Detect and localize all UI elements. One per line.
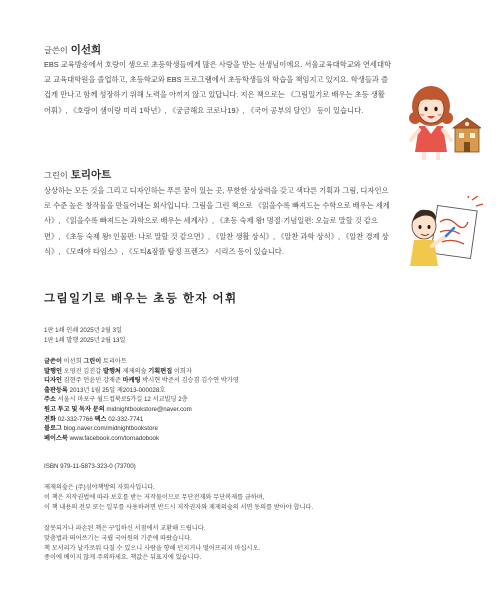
credits-block [44,357,239,443]
illustrator-bio: 상상하는 모든 것을 그리고 디자인하는 푸른 꿈이 있는 곳, 무한한 상상력을 갖고 색다른 기획과 그림, 디자인으로 수준 높은 창작물을 만들어내는 회사입니다. 그림을 그린 책으로 《읽을수록 빠져드는 수학으로 배우는 세계사》, 《읽을수록 빠져드는 과학으로 배우는 세계사》, 《초등 숙제 왕! 명절·기념일편: 오늘로 말할 것 같으면》, 《초등 숙제 왕! 인물편: 나로 말할 것 같으면》, 《알찬 생활 상식》, 《알찬 과학 상식》, 《알찬 경제 상식》, 《모래야 타임스》, 《도티&잠뜰 탐정 프렌즈》 시리즈 등이 있습니다. [44,186,390,256]
credit-line: 발행인 오영진 김진갑 발행처 제제의숲 기획편집 이희자 [44,367,192,375]
credit-line: 출판등록 2013년 1월 25일 제2013-000028호 [44,386,166,394]
edition-print: 1판 1쇄 인쇄 2025년 2월 3일 [44,327,122,334]
note-line: 책 모서리가 날카로워 다칠 수 있으니 사람을 향해 던지거나 떨어뜨리지 마십시오. [44,544,261,552]
drawing-character-illustration [408,196,484,270]
credit-line: 글쓴이 이선희 그린이 토리아트 [44,358,127,365]
note-line: 종이에 베이지 않게 주의하세요. 책값은 뒤표지에 있습니다. [44,554,202,562]
credit-line: 원고 투고 및 독자 문의 midnightbookstore@naver.com [44,405,192,413]
author-name: 이선희 [70,44,102,56]
book-title: 그림일기로 배우는 초등 한자 어휘 [44,293,238,305]
illustrator-role: 그린이 [44,171,68,180]
illustrator-name: 토리아트 [70,169,112,181]
note-line: 잘못되거나 파손된 책은 구입하신 서점에서 교환해 드립니다. [44,525,206,532]
copyright-notes [44,483,313,512]
note-line: 이 책 내용의 전부 또는 일부를 사용하려면 반드시 저작권자와 제제의숲의 서면 동의를 받아야 합니다. [44,503,314,511]
author-role: 글쓴이 [44,46,68,55]
credit-line: 전화 02-332-7766 팩스 02-332-7741 [44,415,144,423]
credit-line: 디자인 김현주 언윤민 강재준 마케팅 박시현 박준서 김승겸 김수연 박가영 [44,377,239,385]
credit-line: 페이스북 www.facebook.com/tornadobook [44,434,160,442]
safety-notes [44,524,260,563]
note-line: 이 책은 저작권법에 따라 보호를 받는 저작물이므로 무단전재와 무단복제를 금하며, [44,493,265,501]
credit-line: 블로그 blog.naver.com/midnightbookstore [44,425,158,433]
note-line: 맞춤법과 띄어쓰기는 국립 국어원의 기준에 따랐습니다. [44,534,192,542]
teacher-illustration [407,82,481,162]
author-heading [44,42,101,57]
isbn: ISBN 979-11-5873-323-0 (73700) [44,463,136,470]
edition-publish: 1판 1쇄 발행 2025년 2월 13일 [44,337,126,344]
illustrator-heading [44,167,111,182]
credit-line: 주소 서울시 마포구 월드컵북로5가길 12 서교빌딩 2층 [44,396,188,404]
note-line: 제제의숲은 (주)심야책방의 자회사입니다. [44,484,155,491]
author-bio: EBS 교육방송에서 호랑이 샘으로 초등학생들에게 많은 사랑을 받는 선생님이에요. 서울교육대학교와 연세대학교 교육대학원을 졸업하고, 초등학교와 EBS 프로그램에서 초등학생들의 학습을 책임지고 있지요. 학생들과 즐겁게 만나고 함께 성장하기 위해 노력을 아끼지 않고 있답니다. 지은 책으로는 《그림일기로 배우는 초등 생활 어휘》, 《호랑이 샘이랑 미리 1학년》, 《궁금해요 코로나19》, 《국어 공부의 달인》 등이 있습니다. [44,60,392,115]
